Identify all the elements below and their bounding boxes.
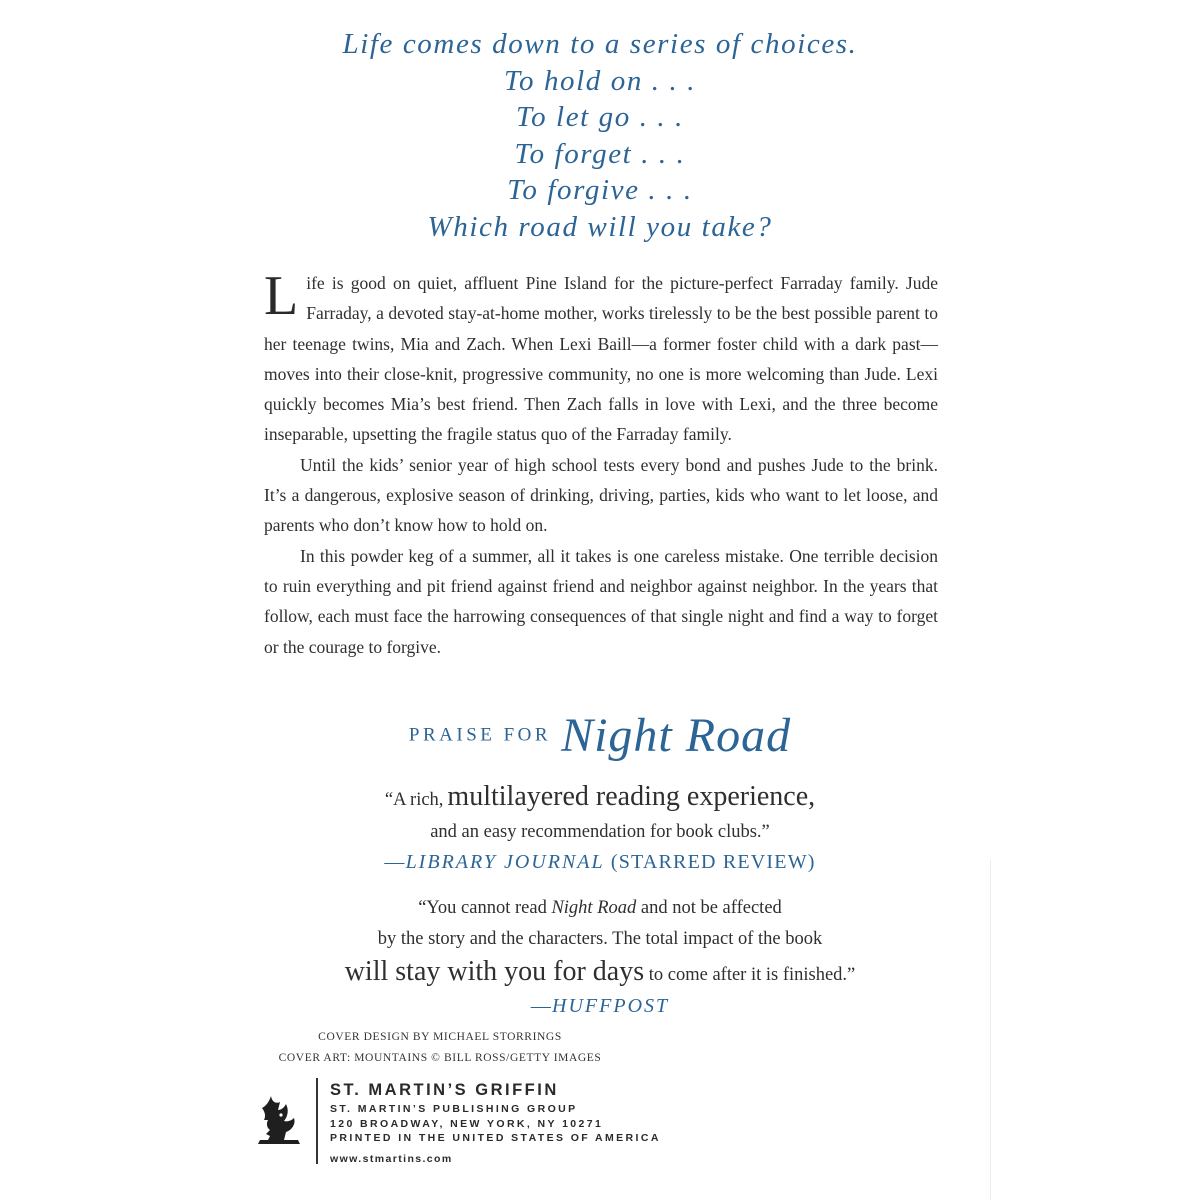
drop-cap: L	[264, 265, 299, 327]
tagline-line: To forgive . . .	[507, 174, 693, 206]
quote-open: “A rich,	[384, 790, 444, 810]
quote-attribution	[0, 848, 1200, 876]
attribution-source: LIBRARY JOURNAL	[405, 851, 605, 873]
quote-line	[0, 777, 1200, 817]
publisher-block	[330, 1078, 661, 1166]
quote-text: “You cannot read	[418, 898, 547, 918]
publisher-printed: PRINTED IN THE UNITED STATES OF AMERICA	[330, 1132, 661, 1145]
book-blurb	[264, 265, 938, 662]
blurb-paragraph-1-text: ife is good on quiet, affluent Pine Island for the picture-perfect Farraday family. Jude Farraday, a devoted stay-at-home mother, works tirelessly to be the best possible parent to her teenage twins, Mia and Zach. When Lexi Baill—a former foster child with a dark past—moves into their close-knit, progressive community, no one is more welcoming than Jude. Lexi quickly becomes Mia’s best friend. Then Zach falls in love with Lexi, and the three become inseparable, upsetting the fragile status quo of the Farraday family.	[264, 273, 938, 445]
tagline-line: To let go . . .	[516, 101, 684, 133]
praise-header	[0, 708, 1200, 763]
publisher-group: ST. MARTIN’S PUBLISHING GROUP	[330, 1103, 578, 1115]
tagline-line: Which road will you take?	[427, 210, 773, 243]
quote-emphasis: will stay with you for days	[344, 956, 645, 987]
tagline	[0, 26, 1200, 245]
quote-text: and not be affected	[640, 898, 782, 918]
blurb-paragraph-3: In this powder keg of a summer, all it takes is one careless mistake. One terrible decision to ruin everything and pit friend against friend and neighbor against neighbor. In the years that follow, each must face the harrowing consequences of that single night and find a way to forget or the courage to forgive.	[264, 545, 938, 657]
quote-line	[0, 955, 1200, 992]
quote-attribution	[0, 992, 1200, 1020]
publisher-divider	[316, 1078, 318, 1164]
quote-emphasis: multilayered reading experience,	[447, 781, 816, 812]
cover-credits	[0, 1027, 880, 1069]
blurb-paragraph-1	[264, 265, 938, 450]
attribution-source: HUFFPOST	[552, 995, 670, 1017]
credit-design: COVER DESIGN BY MICHAEL STORRINGS	[318, 1031, 562, 1043]
tagline-line: Life comes down to a series of choices.	[342, 28, 858, 60]
attribution-note: (STARRED REVIEW)	[610, 851, 816, 873]
credit-art: COVER ART: MOUNTAINS © BILL ROSS/GETTY IMAGES	[278, 1052, 602, 1064]
tagline-line: To forget . . .	[514, 137, 686, 170]
tagline-line: To hold on . . .	[503, 64, 697, 97]
praise-label: PRAISE FOR	[408, 724, 552, 746]
blurb-paragraph-2: Until the kids’ senior year of high school tests every bond and pushes Jude to the brink. It’s a dangerous, explosive season of drinking, driving, parties, kids who want to let loose, and parents who don’t know how to hold on.	[264, 454, 938, 536]
publisher-address: 120 BROADWAY, NEW YORK, NY 10271	[330, 1117, 604, 1130]
quote-text: to come after it is finished.”	[648, 965, 856, 985]
attribution-dash: —	[384, 851, 406, 873]
quote-book-title: Night Road	[551, 898, 637, 918]
publisher-name: ST. MARTIN’S GRIFFIN	[330, 1081, 559, 1099]
publisher-url: www.stmartins.com	[330, 1152, 453, 1165]
review-quote-library-journal	[0, 777, 1200, 876]
review-quote-huffpost	[0, 893, 1200, 1020]
griffin-logo-icon	[254, 1088, 304, 1148]
praise-book-title: Night Road	[561, 709, 792, 762]
quote-line: and an easy recommendation for book clubs.”	[430, 822, 770, 842]
attribution-dash: —	[530, 995, 553, 1017]
quote-line: by the story and the characters. The total impact of the book	[377, 929, 823, 949]
quote-line	[0, 893, 1200, 924]
